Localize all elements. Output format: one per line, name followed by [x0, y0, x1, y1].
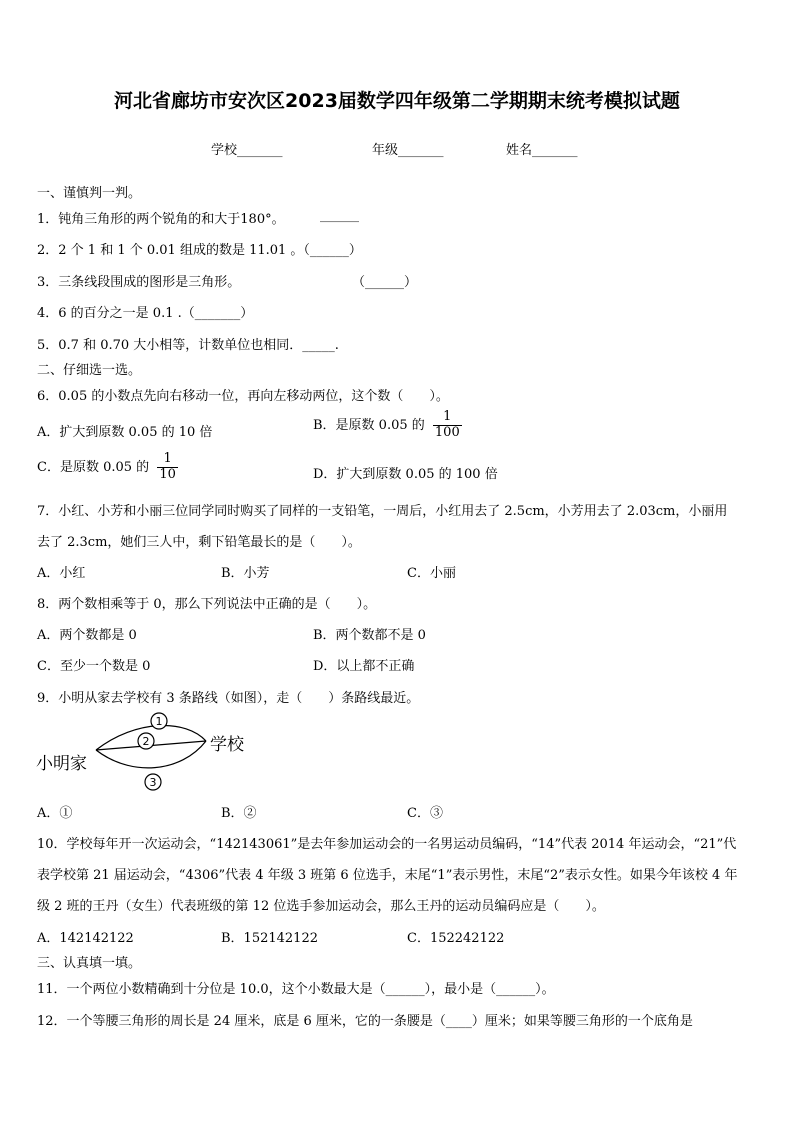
- q7-option-c: C．小丽: [407, 566, 456, 581]
- q6-option-b: [313, 410, 462, 441]
- question-3: 3．三条线段围成的图形是三角形。: [37, 275, 241, 290]
- question-12: 12．一个等腰三角形的周长是 24 厘米，底是 6 厘米，它的一条腰是（____）厘米；如果等腰三角形的一个底角是: [37, 1014, 693, 1029]
- school-label: 学校: [210, 735, 244, 755]
- page-title: 河北省廊坊市安次区2023届数学四年级第二学期期末统考模拟试题: [114, 90, 680, 112]
- q7-option-b: B．小芳: [221, 566, 270, 581]
- question-1-blank: ______: [320, 208, 359, 223]
- q6-option-c-text: C．是原数 0.05 的: [37, 459, 150, 475]
- question-10-line-1: 10．学校每年开一次运动会，“142143061”是去年参加运动会的一名男运动员编码，“14”代表 2014 年运动会，“21”代: [37, 837, 737, 852]
- q10-option-a: A．142142122: [37, 931, 134, 946]
- question-5: 5．0.7 和 0.70 大小相等，计数单位也相同．_____.: [37, 338, 339, 353]
- home-label: 小明家: [36, 754, 87, 774]
- section-1-heading: 一、谨慎判一判。: [37, 186, 142, 201]
- route-1-label: 1: [155, 715, 163, 728]
- question-2: 2．2 个 1 和 1 个 0.01 组成的数是 11.01 。（______）: [37, 243, 362, 258]
- q6-option-b-text: B．是原数 0.05 的: [313, 417, 425, 433]
- q8-option-b: B．两个数都不是 0: [313, 628, 426, 643]
- question-7-line-2: 去了 2.3cm，她们三人中，剩下铅笔最长的是（ ）。: [37, 535, 361, 550]
- route-2-label: 2: [142, 735, 150, 748]
- route-diagram: [36, 707, 266, 795]
- q9-option-c: C．③: [407, 806, 443, 821]
- question-6: 6．0.05 的小数点先向右移动一位，再向左移动两位，这个数（ ）。: [37, 389, 449, 404]
- route-diagram-svg: [36, 707, 266, 795]
- fraction-denominator: 100: [434, 424, 460, 440]
- q9-option-b: B．②: [221, 806, 257, 821]
- question-9: 9．小明从家去学校有 3 条路线（如图），走（ ）条路线最近。: [37, 691, 420, 706]
- question-7-line-1: 7．小红、小芳和小丽三位同学同时购买了同样的一支铅笔，一周后，小红用去了 2.5cm，小芳用去了 2.03cm，小丽用: [37, 504, 728, 519]
- question-4: 4．6 的百分之一是 0.1 .（_______）: [37, 306, 254, 321]
- q10-option-c: C．152242122: [407, 931, 505, 946]
- grade-field: 年级_______: [372, 143, 444, 158]
- q7-option-a: A．小红: [37, 566, 86, 581]
- question-8: 8．两个数相乘等于 0，那么下列说法中正确的是（ ）。: [37, 597, 377, 612]
- q6-option-c-fraction: [157, 452, 178, 483]
- section-3-heading: 三、认真填一填。: [37, 956, 142, 971]
- q10-option-b: B．152142122: [221, 931, 318, 946]
- fraction-denominator: 10: [159, 466, 176, 482]
- fraction-numerator: 1: [163, 451, 172, 466]
- section-2-heading: 二、仔细选一选。: [37, 363, 142, 378]
- route-3-label: 3: [149, 776, 157, 789]
- q6-option-d: D．扩大到原数 0.05 的 100 倍: [313, 467, 498, 482]
- q8-option-c: C．至少一个数是 0: [37, 659, 151, 674]
- question-1: 1．钝角三角形的两个锐角的和大于180°。: [37, 212, 285, 227]
- q6-option-c: [37, 452, 178, 483]
- q6-option-b-fraction: [433, 410, 462, 441]
- name-field: 姓名_______: [506, 143, 578, 158]
- q8-option-a: A．两个数都是 0: [37, 628, 137, 643]
- question-10-line-2: 表学校第 21 届运动会，“4306”代表 4 年级 3 班第 6 位选手，末尾“1”表示男性，末尾“2”表示女性。如果今年该校 4 年: [37, 868, 738, 883]
- q9-option-a: A．①: [37, 806, 73, 821]
- q6-option-a: A．扩大到原数 0.05 的 10 倍: [37, 425, 213, 440]
- question-10-line-3: 级 2 班的王丹（女生）代表班级的第 12 位选手参加运动会，那么王丹的运动员编码应是（ ）。: [37, 899, 605, 914]
- school-field: 学校_______: [211, 143, 283, 158]
- q8-option-d: D．以上都不正确: [313, 659, 415, 674]
- question-11: 11．一个两位小数精确到十分位是 10.0，这个小数最大是（______），最小是（______）。: [37, 982, 555, 997]
- fraction-numerator: 1: [443, 409, 452, 424]
- question-3-blank: （______）: [352, 275, 418, 290]
